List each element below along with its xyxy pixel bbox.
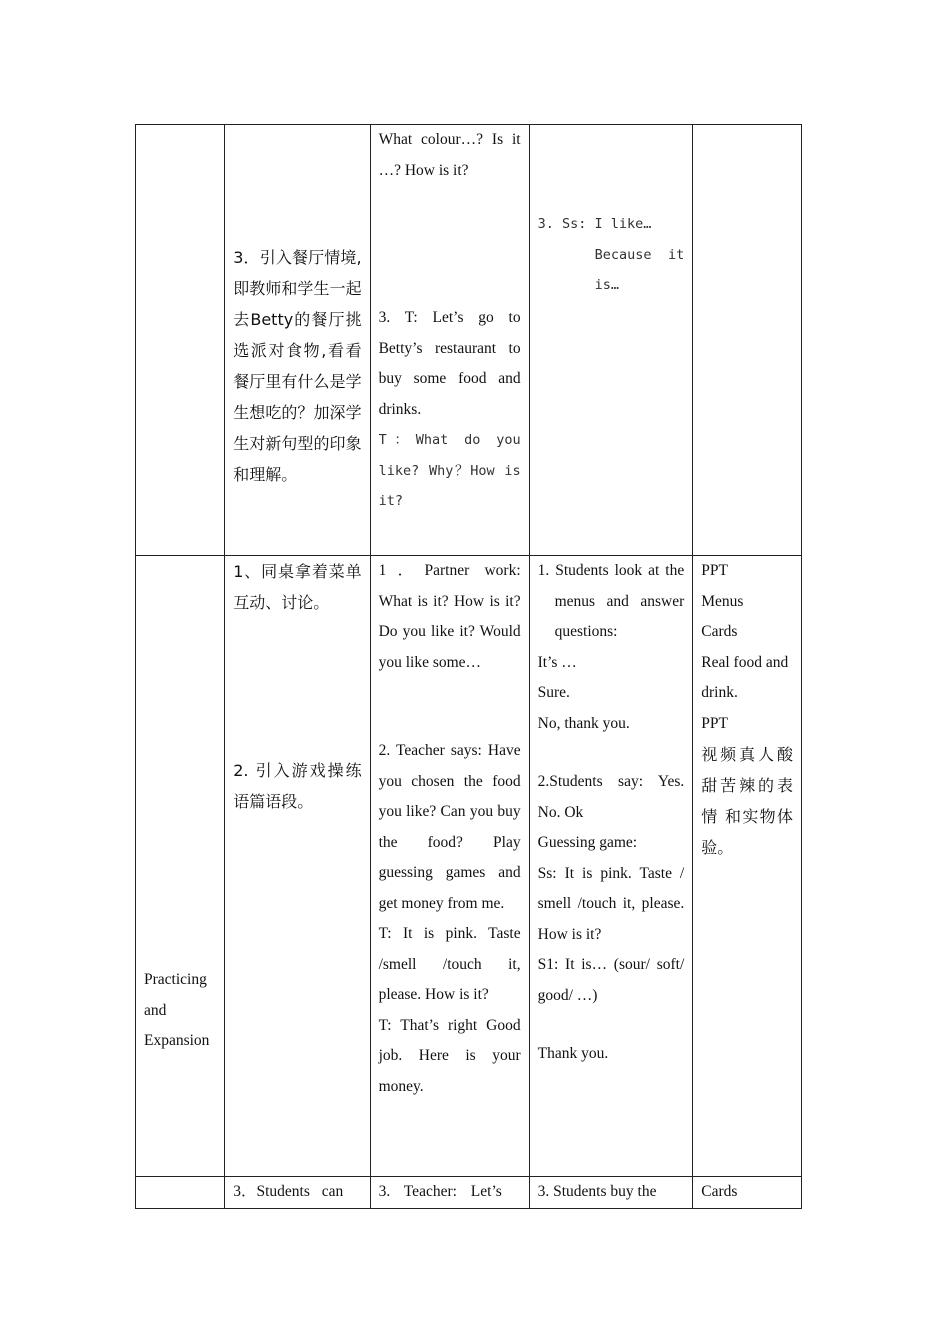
purpose-cell — [225, 556, 370, 1177]
teacher-question-text: What colour…? Is it …? How is it? — [378, 131, 521, 179]
student-item-2: 2.Students say: Yes. No. Ok — [537, 773, 685, 821]
lesson-plan-table-wrapper — [135, 124, 802, 1209]
resources-cell — [693, 556, 802, 1177]
resource-cards: Cards — [701, 1183, 738, 1200]
teacher-item-3: T: It is pink. Taste /smell /touch it, please. How is it? — [378, 925, 521, 1003]
spacer — [233, 618, 361, 755]
student-because-text: Because it is… — [594, 246, 685, 293]
resources-cell — [693, 1177, 802, 1209]
teacher-ask-text: T：What do you like? Why？How is it? — [378, 432, 521, 509]
student-item-7: 3. Students buy the — [537, 1183, 657, 1200]
resource-5: PPT — [701, 714, 728, 732]
teacher-item-4: T: That’s right Good job. Here is your money. — [378, 1016, 521, 1095]
stage-cell-empty — [136, 1177, 225, 1209]
table-row — [136, 1177, 802, 1209]
lesson-plan-table — [135, 124, 802, 1209]
resource-3: Cards — [701, 623, 738, 640]
purpose-cell — [225, 125, 370, 556]
student-item-3: Guessing game: — [537, 834, 638, 851]
student-activity-cell — [529, 556, 693, 1177]
spacer — [379, 186, 521, 303]
student-answer-3: No, thank you. — [537, 714, 630, 732]
purpose-item-1: 1、同桌拿着菜单互动、讨论。 — [233, 562, 362, 612]
teacher-item-1: 1．Partner work: What is it? How is it? Do you like it? Would you like some… — [378, 562, 521, 671]
purpose-cell — [225, 1177, 370, 1209]
table-row — [136, 125, 802, 556]
resource-1: PPT — [701, 562, 728, 579]
spacer — [538, 1011, 685, 1039]
student-item-1: 1. Students look at the menus and answer questions: — [537, 562, 685, 640]
student-item-4: Ss: It is pink. Taste / smell /touch it, please. How is it? — [537, 864, 685, 943]
resource-video-text: 视频真人酸甜苦辣的表情 和实物体验。 — [701, 745, 793, 857]
spacer — [538, 739, 685, 767]
resources-cell-empty — [693, 125, 802, 556]
teacher-item-5: 3. Teacher: Let’s — [378, 1183, 502, 1200]
student-like-text: 3. Ss: I like… — [537, 216, 652, 232]
resource-2: Menus — [701, 592, 744, 610]
teacher-activity-cell — [370, 556, 529, 1177]
purpose-item-2: 2. 引入游戏操练语篇语段。 — [233, 761, 362, 811]
purpose-item-3: 3．Students can — [233, 1183, 344, 1200]
student-item-6: Thank you. — [537, 1045, 609, 1062]
student-answer-1: It’s … — [537, 653, 577, 671]
stage-cell-empty — [136, 125, 225, 556]
stage-label: Practicing and Expansion — [144, 971, 210, 1050]
purpose-text: 3．引入餐厅情境,即教师和学生一起去Betty的餐厅挑选派对食物,看看餐厅里有什么是学生想吃的？加深学生对新句型的印象和理解。 — [233, 248, 362, 484]
teacher-activity-cell — [370, 125, 529, 556]
student-item-5: S1: It is… (sour/ soft/ good/ …) — [537, 956, 685, 1004]
resource-4: Real food and drink. — [701, 653, 789, 701]
table-row — [136, 556, 802, 1177]
spacer — [379, 678, 521, 736]
student-activity-cell — [529, 1177, 693, 1209]
teacher-item-2: 2. Teacher says: Have you chosen the food you like? Can you buy the food? Play guessing games and get money from me. — [378, 742, 521, 912]
student-activity-cell — [529, 125, 693, 556]
student-answer-2: Sure. — [537, 684, 570, 701]
teacher-restaurant-text: 3. T: Let’s go to Betty’s restaurant to buy some food and drinks. — [378, 309, 521, 418]
teacher-activity-cell — [370, 1177, 529, 1209]
stage-cell — [136, 556, 225, 1177]
